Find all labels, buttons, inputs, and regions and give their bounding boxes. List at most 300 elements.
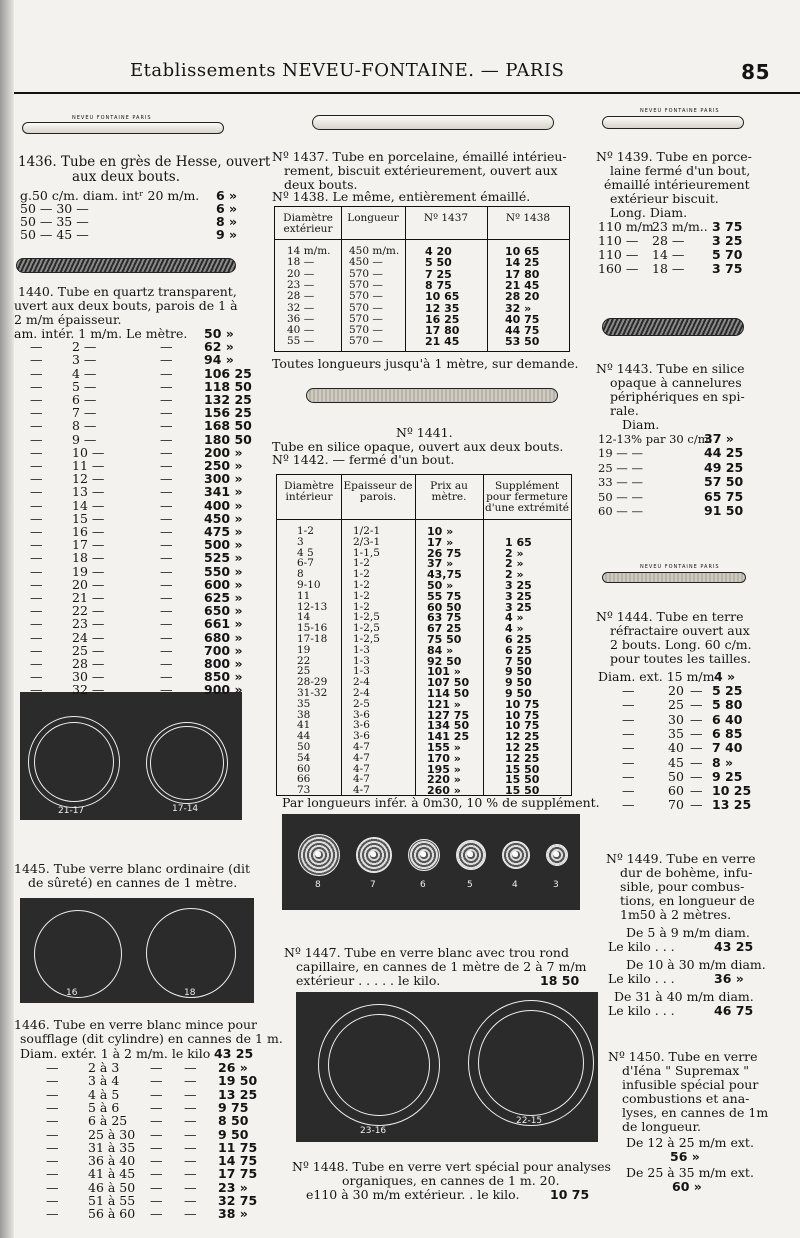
table2-price: 50 » xyxy=(427,579,454,592)
item-1440-diam: 15 — xyxy=(72,510,105,526)
table2-supplement: 3 25 xyxy=(505,600,532,614)
table1-col-divider xyxy=(341,207,342,351)
item-1446-price: 13 25 xyxy=(218,1086,258,1102)
item-1444-dash2: — xyxy=(690,740,703,756)
item-1440-diam: 32 — xyxy=(72,682,105,698)
tube-image-1439 xyxy=(602,116,744,129)
table2-thickness: 1-2 xyxy=(353,579,370,591)
item-1444-diam: 25 xyxy=(668,697,684,713)
item-1440-dash2: — xyxy=(160,418,173,434)
item-1440-diam: 24 — xyxy=(72,629,105,645)
item-1440-price: 625 » xyxy=(204,590,243,605)
item-1440-dash: — xyxy=(30,682,43,698)
item-1440-price: 650 » xyxy=(204,603,243,619)
item-1446-dash2: — xyxy=(150,1166,163,1182)
table2-supplement: 9 50 xyxy=(505,687,532,700)
item-1450-price2: 60 » xyxy=(672,1179,702,1194)
table2-thickness: 4-7 xyxy=(353,773,370,786)
capillary-hole xyxy=(467,851,473,857)
item-1440-diam: 28 — xyxy=(72,656,105,671)
item-1449-line10: De 31 à 40 m/m diam. xyxy=(614,989,754,1004)
tube-image-1437 xyxy=(312,115,554,130)
item-1446-dash3: — xyxy=(184,1179,197,1195)
item-1436-size: g.50 c/m. diam. intʳ 20 m/m. xyxy=(20,188,200,203)
table1-price-1437: 12 35 xyxy=(425,301,460,315)
item-1446-dash2: — xyxy=(150,1086,163,1102)
item-1446-dash3: — xyxy=(184,1153,197,1169)
table1-diam: 14 m/m. xyxy=(287,245,331,257)
table1-col-divider xyxy=(405,207,406,351)
item-1448-line3: e110 à 30 m/m extérieur. . le kilo. xyxy=(306,1187,520,1202)
item-1440-dash: — xyxy=(30,405,43,421)
item-1443-line3: périphériques en spi- xyxy=(610,389,745,404)
item-1450-line3: infusible spécial pour xyxy=(622,1077,759,1092)
capillary-hole xyxy=(315,851,321,857)
item-1444-line5: Diam. ext. 15 m/m xyxy=(598,669,715,684)
item-1440-diam: 21 — xyxy=(72,590,105,605)
item-1446-dash2: — xyxy=(150,1193,163,1208)
table2-diam: 73 xyxy=(297,784,311,797)
item-1436-price: 9 » xyxy=(216,227,238,242)
table1-diam: 32 — xyxy=(287,301,315,314)
table-1441-1442 xyxy=(276,474,572,796)
item-1443-diam: 50 — — xyxy=(598,489,643,504)
item-1439-length: 110 — xyxy=(598,233,639,248)
item-1440-dash2: — xyxy=(160,431,173,447)
item-1440-price: 180 50 xyxy=(204,431,252,447)
table2-thickness: 3-6 xyxy=(353,708,370,721)
item-1444-dash2: — xyxy=(690,711,703,727)
item-1446-dash3: — xyxy=(184,1193,197,1208)
item-1440-dash: — xyxy=(30,642,43,658)
table2-supplement: 2 » xyxy=(505,557,524,571)
item-1440-price: 500 » xyxy=(204,537,243,553)
item-1444-diam: 50 xyxy=(668,768,684,784)
item-1450-line8: De 25 à 35 m/m ext. xyxy=(626,1165,754,1180)
table2-price: 84 » xyxy=(427,643,454,657)
item-1440-diam: 7 — xyxy=(72,405,97,421)
item-1436-size: 50 — 30 — xyxy=(20,201,89,216)
table2-supplement: 10 75 xyxy=(505,697,540,711)
table2-thickness: 1-3 xyxy=(353,643,370,656)
item-1436-size: 50 — 45 — xyxy=(20,227,89,242)
table1-price-1437: 8 75 xyxy=(425,278,452,292)
item-1444-dash: — xyxy=(622,683,635,698)
item-1439-diam: 14 — xyxy=(652,247,685,262)
table1-col-divider xyxy=(487,207,488,351)
item-1444-price: 10 25 xyxy=(712,783,752,799)
table2-price: 101 » xyxy=(427,665,461,679)
item-1444-price: 5 25 xyxy=(712,683,743,698)
item-1446-diam: 31 à 35 xyxy=(88,1139,136,1155)
item-1446-line3: Diam. extér. 1 à 2 m/m. le kilo xyxy=(20,1046,211,1061)
item-1446-price: 38 » xyxy=(218,1206,248,1222)
item-1446-price: 8 50 xyxy=(218,1113,249,1129)
table1-price-1437: 4 20 xyxy=(425,245,452,258)
tube-caption-1444: NEVEU FONTAINE PARIS xyxy=(640,564,720,570)
table1-length: 570 — xyxy=(349,324,383,337)
item-1444-line2: réfractaire ouvert aux xyxy=(610,623,750,638)
photo-tube-sections-1 xyxy=(20,692,242,820)
item-1443-diam: 60 — — xyxy=(598,504,643,518)
table2-supplement: 6 25 xyxy=(505,643,532,657)
item-1440-dash: — xyxy=(30,471,43,487)
item-1440-diam: 11 — xyxy=(72,458,105,473)
item-1437-line3: deux bouts. xyxy=(284,177,358,192)
item-1446-price: 9 50 xyxy=(218,1126,249,1142)
table2-thickness: 1-2,5 xyxy=(353,611,380,624)
table2-thickness: 2/3-1 xyxy=(353,535,381,548)
item-1450-line4: combustions et ana- xyxy=(622,1091,750,1106)
table2-supplement: 10 75 xyxy=(505,708,540,722)
item-1444-price: 7 40 xyxy=(712,740,743,756)
item-1443-line4: rale. xyxy=(610,403,639,418)
table2-price: 134 50 xyxy=(427,719,470,733)
item-1444-dash: — xyxy=(622,711,635,727)
item-1436-price: 8 » xyxy=(216,214,238,229)
item-1440-dash2: — xyxy=(160,392,173,407)
item-1442-line: Nº 1442. — fermé d'un bout. xyxy=(272,452,455,467)
item-1446-diam: 5 à 6 xyxy=(88,1099,120,1115)
capillary-label: 8 xyxy=(315,880,321,890)
item-1439-length: 110 m/m xyxy=(598,219,654,234)
item-1440-dash: — xyxy=(30,484,43,500)
item-1440-dash: — xyxy=(30,537,43,553)
item-1440-diam: 6 — xyxy=(72,392,97,407)
item-1440-price: 450 » xyxy=(204,510,243,526)
table2-diam: 54 xyxy=(297,751,311,764)
table1-header: Diamètre extérieur xyxy=(283,212,333,235)
item-1446-diam: 6 à 25 xyxy=(88,1113,128,1129)
item-1436-price: 6 » xyxy=(216,188,238,203)
table2-thickness: 1-2,5 xyxy=(353,622,380,635)
item-1439-price: 5 70 xyxy=(712,247,743,262)
table1-header: Nº 1438 xyxy=(505,212,551,224)
item-1446-line2: soufflage (dit cylindre) en cannes de 1 m. xyxy=(20,1031,283,1046)
item-1440-price: 700 » xyxy=(204,642,243,658)
item-1446-dash: — xyxy=(46,1126,59,1142)
table2-price: 17 » xyxy=(427,535,454,549)
item-1441-num: Nº 1441. xyxy=(396,425,453,440)
item-1440-diam: 2 — xyxy=(72,339,97,355)
item-1440-price: 550 » xyxy=(204,563,243,579)
item-1440-dash: — xyxy=(30,563,43,579)
item-1440-dash2: — xyxy=(160,682,173,698)
table2-supplement: 9 50 xyxy=(505,676,532,690)
table1-price-1437: 16 25 xyxy=(425,312,460,326)
item-1446-dash2: — xyxy=(150,1060,163,1075)
tube-image-1443 xyxy=(602,318,744,336)
item-1440-diam: 25 — xyxy=(72,642,105,658)
photo2-label-b: 18 xyxy=(184,988,196,998)
table2-price: 114 50 xyxy=(427,687,470,700)
table1-price-1437: 17 80 xyxy=(425,324,460,338)
item-1440-dash2: — xyxy=(160,590,173,605)
item-1447-line3: extérieur . . . . . le kilo. xyxy=(296,973,441,988)
item-1444-dash2: — xyxy=(690,683,703,698)
item-1446-price: 32 75 xyxy=(218,1193,258,1208)
capillary-hole xyxy=(512,851,518,857)
table2-diam: 12-13 xyxy=(297,600,328,613)
item-1440-dash: — xyxy=(30,497,43,513)
tube-image-1440 xyxy=(16,258,236,273)
item-1440-price: 900 » xyxy=(204,682,243,698)
item-1448-line1: Nº 1448. Tube en verre vert spécial pour analyses xyxy=(292,1159,611,1174)
table2-diam: 38 xyxy=(297,708,311,721)
item-1440-diam: 5 — xyxy=(72,378,97,394)
item-1436-title: 1436. Tube en grès de Hesse, ouvert xyxy=(18,154,271,170)
table2-price: 43,75 xyxy=(427,568,462,582)
item-1450-price1: 56 » xyxy=(670,1149,700,1164)
item-1440-price: 400 » xyxy=(204,497,243,513)
item-1446-dash3: — xyxy=(184,1206,197,1222)
item-1446-dash: — xyxy=(46,1206,59,1222)
item-1446-dash: — xyxy=(46,1073,59,1089)
item-1440-dash2: — xyxy=(160,352,173,368)
item-1446-diam: 25 à 30 xyxy=(88,1126,136,1142)
item-1446-dash: — xyxy=(46,1113,59,1129)
item-1440-dash2: — xyxy=(160,339,173,355)
item-1440-price: 62 » xyxy=(204,339,234,355)
item-1440-diam: 4 — xyxy=(72,365,97,381)
item-1446-price: 11 75 xyxy=(218,1139,258,1155)
photo-capillary-sections xyxy=(282,814,580,910)
item-1447-line2: capillaire, en cannes de 1 mètre de 2 à 7 m/m xyxy=(296,959,587,974)
table2-header: Diamètre intérieur xyxy=(284,480,334,503)
item-1439-line4: extérieur biscuit. xyxy=(610,191,719,206)
table1-header-rule xyxy=(275,239,569,240)
table2-price: 170 » xyxy=(427,751,461,765)
table2-col-divider xyxy=(483,475,484,795)
table2-diam: 19 xyxy=(297,643,311,656)
table1-diam: 55 — xyxy=(287,335,315,348)
tube-image-1441 xyxy=(306,388,558,403)
item-1443-price: 65 75 xyxy=(704,488,744,504)
table2-diam: 15-16 xyxy=(297,622,328,635)
table2-supplement: 10 75 xyxy=(505,719,540,733)
table2-price: 260 » xyxy=(427,784,461,798)
table2-price: 37 » xyxy=(427,557,454,571)
item-1440-diam: 22 — xyxy=(72,603,105,619)
item-1446-dash3: — xyxy=(184,1086,197,1102)
item-1443-price: 57 50 xyxy=(704,474,744,490)
table2-diam: 31-32 xyxy=(297,687,328,699)
item-1440-diam: 13 — xyxy=(72,484,105,500)
item-1436-price: 6 » xyxy=(216,201,238,216)
table2-supplement: 15 50 xyxy=(505,762,540,776)
item-1440-diam: 18 — xyxy=(72,550,105,566)
item-1443-diam: 25 — — xyxy=(598,460,643,475)
item-1445-line2: de sûreté) en cannes de 1 mètre. xyxy=(28,875,238,890)
item-1440-dash: — xyxy=(30,444,43,460)
item-1440-price: 156 25 xyxy=(204,405,252,421)
item-1446-dash3: — xyxy=(184,1060,197,1075)
item-1437-line2: rement, biscuit extérieurement, ouvert aux xyxy=(284,163,558,178)
item-1449-line2: dur de bohème, infu- xyxy=(620,865,753,880)
item-1444-dash: — xyxy=(622,725,635,741)
item-1440-dash: — xyxy=(30,616,43,632)
table1-price-1438: 28 20 xyxy=(505,290,540,304)
item-1440-dash2: — xyxy=(160,510,173,526)
capillary-hole xyxy=(370,851,376,857)
item-1446-diam: 2 à 3 xyxy=(88,1060,120,1075)
item-1440-dash2: — xyxy=(160,642,173,658)
item-1440-diam: 17 — xyxy=(72,537,105,553)
table1-length: 570 — xyxy=(349,301,383,314)
item-1440-dash2: — xyxy=(160,576,173,592)
item-1446-dash: — xyxy=(46,1060,59,1075)
table1-length: 450 m/m. xyxy=(349,245,400,257)
capillary-label: 4 xyxy=(512,880,518,890)
table2-diam: 4 5 xyxy=(297,546,314,559)
item-1440-dash: — xyxy=(30,550,43,566)
table2-supplement: 15 50 xyxy=(505,773,540,787)
page-header xyxy=(130,60,770,86)
item-1446-line1: 1446. Tube en verre blanc mince pour xyxy=(14,1017,258,1032)
item-1440-price: 475 » xyxy=(204,524,243,539)
table2-diam: 9-10 xyxy=(297,579,321,591)
item-1444-line4: pour toutes les tailles. xyxy=(610,651,751,666)
item-1448-line2: organiques, en cannes de 1 m. 20. xyxy=(342,1173,560,1188)
item-1446-dash2: — xyxy=(150,1139,163,1155)
item-1449-line1: Nº 1449. Tube en verre xyxy=(606,851,756,866)
item-1440-line1: 1440. Tube en quartz transparent, xyxy=(18,284,237,299)
item-1440-diam: 12 — xyxy=(72,471,105,487)
table2-thickness: 3-6 xyxy=(353,719,370,732)
item-1440-dash2: — xyxy=(160,444,173,460)
item-1446-dash2: — xyxy=(150,1206,163,1222)
item-1440-line2: uvert aux deux bouts, parois de 1 à xyxy=(14,298,238,313)
item-1440-diam: 10 — xyxy=(72,444,105,460)
table2-thickness: 4-7 xyxy=(353,751,370,764)
table2-thickness: 1-3 xyxy=(353,665,370,678)
item-1446-price: 17 75 xyxy=(218,1166,258,1182)
item-1443-price: 37 » xyxy=(704,431,734,446)
item-1436-size: 50 — 35 — xyxy=(20,214,89,229)
item-1449-line3: sible, pour combus- xyxy=(620,879,745,894)
item-1436-title2: aux deux bouts. xyxy=(72,169,180,185)
page-binding-edge xyxy=(0,0,14,1238)
item-1446-price: 26 » xyxy=(218,1060,248,1075)
item-1444-line3: 2 bouts. Long. 60 c/m. xyxy=(610,637,752,652)
item-1440-dash2: — xyxy=(160,563,173,579)
item-1440-price: 168 50 xyxy=(204,418,252,434)
table1-length: 450 — xyxy=(349,256,383,269)
item-1440-price: 300 » xyxy=(204,471,243,487)
table2-thickness: 1-2,5 xyxy=(353,633,380,645)
table-1437-1438 xyxy=(274,206,570,352)
item-1440-dash2: — xyxy=(160,405,173,421)
item-1440-price: 525 » xyxy=(204,550,243,566)
table2-col-divider xyxy=(415,475,416,795)
table1-diam: 23 — xyxy=(287,278,315,291)
item-1440-dash2: — xyxy=(160,365,173,381)
table1-diam: 40 — xyxy=(287,324,315,337)
table1-price-1438: 10 65 xyxy=(505,245,540,258)
item-1439-price: 3 75 xyxy=(712,261,743,276)
item-1446-dash: — xyxy=(46,1166,59,1182)
table2-supplement: 2 » xyxy=(505,568,524,582)
table2-thickness: 1-2 xyxy=(353,600,370,613)
table2-supplement: 3 25 xyxy=(505,589,532,603)
table2-diam: 25 xyxy=(297,665,311,678)
table2-supplement: 6 25 xyxy=(505,633,532,646)
table2-header: Prix au mètre. xyxy=(430,480,468,503)
item-1440-dash: — xyxy=(30,576,43,592)
table2-price: 67 25 xyxy=(427,622,462,636)
item-1443-price: 44 25 xyxy=(704,445,744,461)
item-1444-diam: 30 xyxy=(668,711,684,727)
capillary-label: 5 xyxy=(467,880,473,890)
tube-caption: NEVEU FONTAINE PARIS xyxy=(72,115,152,121)
item-1440-dash: — xyxy=(30,510,43,526)
item-1446-dash: — xyxy=(46,1193,59,1208)
item-1440-dash: — xyxy=(30,431,43,447)
item-1440-line4: am. intér. 1 m/m. Le mètre. xyxy=(14,326,188,341)
item-1444-price: 8 » xyxy=(712,754,734,770)
item-1447-price: 18 50 xyxy=(540,973,580,988)
item-1443-line1: Nº 1443. Tube en silice xyxy=(596,361,745,376)
table1-price-1437: 7 25 xyxy=(425,267,452,281)
item-1444-diam: 70 xyxy=(668,797,684,813)
item-1444-dash2: — xyxy=(690,783,703,799)
table2-supplement: 9 50 xyxy=(505,665,532,679)
table2-supplement: 2 » xyxy=(505,546,524,560)
table2-supplement: 12 25 xyxy=(505,751,540,765)
item-1440-dash2: — xyxy=(160,497,173,513)
table2-thickness: 2-4 xyxy=(353,676,370,689)
item-1449-line11: Le kilo . . . xyxy=(608,1003,675,1018)
item-1440-dash2: — xyxy=(160,550,173,566)
item-1450-line1: Nº 1450. Tube en verre xyxy=(608,1049,758,1064)
item-1440-dash2: — xyxy=(160,378,173,394)
table2-price: 155 » xyxy=(427,741,461,754)
item-1444-diam: 35 xyxy=(668,725,684,741)
item-1450-line6: de longueur. xyxy=(622,1119,702,1134)
item-1440-dash: — xyxy=(30,458,43,473)
item-1446-diam: 3 à 4 xyxy=(88,1073,120,1089)
item-1446-price: 9 75 xyxy=(218,1099,249,1115)
item-1438-line: Nº 1438. Le même, entièrement émaillé. xyxy=(272,189,531,204)
table1-price-1438: 40 75 xyxy=(505,312,540,326)
item-1446-dash2: — xyxy=(150,1179,163,1195)
table2-col-divider xyxy=(341,475,342,795)
item-1440-dash: — xyxy=(30,603,43,619)
item-1446-dash3: — xyxy=(184,1099,197,1115)
item-1440-price: 800 » xyxy=(204,656,243,671)
item-1444-price: 6 85 xyxy=(712,725,743,741)
item-1440-price: 200 » xyxy=(204,444,243,460)
note-short-lengths: Par longueurs infér. à 0m30, 10 % de supplément. xyxy=(282,795,600,810)
table2-diam: 28-29 xyxy=(297,676,328,689)
item-1446-dash: — xyxy=(46,1153,59,1169)
item-1446-diam: 51 à 55 xyxy=(88,1193,136,1208)
table2-price: 63 75 xyxy=(427,611,462,625)
item-1444-diam: 60 xyxy=(668,783,684,799)
item-1440-dash: — xyxy=(30,365,43,381)
item-1439-diam: 18 — xyxy=(652,261,685,276)
item-1444-dash: — xyxy=(622,797,635,813)
item-1443-header: Diam. xyxy=(622,417,660,432)
item-1440-dash2: — xyxy=(160,484,173,500)
table1-price-1438: 17 80 xyxy=(505,267,540,281)
item-1444-price: 6 40 xyxy=(712,711,743,727)
item-1444-dash2: — xyxy=(690,754,703,770)
capillary-hole xyxy=(420,851,426,857)
table2-diam: 66 xyxy=(297,773,311,786)
item-1439-line2: laine fermé d'un bout, xyxy=(610,163,751,178)
item-1446-price: 14 75 xyxy=(218,1153,258,1169)
